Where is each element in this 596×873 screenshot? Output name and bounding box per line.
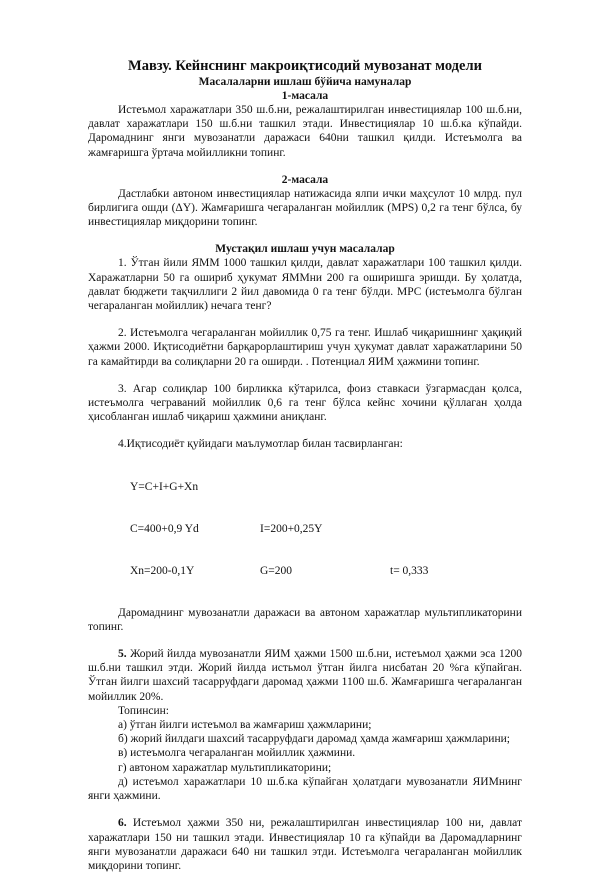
formula-government: G=200 <box>260 564 293 577</box>
formula-line-3 <box>130 564 522 578</box>
formula-tax-rate: t= 0,333 <box>390 564 429 577</box>
task5-item-d: д) истеъмол харажатлари 10 ш.б.ка кўпайган ҳолатдаги мувозанатли ЯИМнинг янги ҳажмини. <box>88 775 522 803</box>
task5-item-b: б) жорий йилдаги шахсий тасарруфдаги даромад ҳамда жамғариш ҳажмларини; <box>118 733 510 746</box>
formula-line-1: Y=C+I+G+Xn <box>130 480 199 493</box>
task1-text: Истеъмол харажатлари 350 ш.б.ни, режалаштирилган инвестициялар 100 ш.б.ни, давлат харажатлари 150 ш.б.ни ташкил этади. Инвестициялар 10 ш.б.ка кўпайди. Даромаднинг янги мувозанатли даражаси 640ни ташкил қилди. Истеъмолга ва жамғаришга ўртача мойилликни топинг. <box>88 104 522 159</box>
formula-investment: I=200+0,25Y <box>260 522 323 535</box>
task2-heading: 2-масала <box>281 173 329 186</box>
task5-item-a: а) ўтган йилги истеъмол ва жамғариш ҳажмларини; <box>118 719 372 732</box>
page-subtitle: Масалаларни ишлаш бўйича намуналар <box>198 76 412 88</box>
task5-item-g: г) автоном харажатлар мультипликаторини; <box>118 761 332 774</box>
task5-number: 5. <box>118 648 127 661</box>
independent-task-3: 3. Агар солиқлар 100 бирликка кўтарилса, фоиз ставкаси ўзгармасдан қолса, истеъмолга чеграваний мойиллик 0,6 га тенг бўлса кейнс хочини қўллаган ҳолда ҳисобланган ишлаб чиқариш ҳажмини аниқланг. <box>88 382 522 424</box>
independent-task-5 <box>88 647 522 704</box>
independent-task-4-intro: 4.Иқтисодиёт қуйидаги маълумотлар билан тасвирланган: <box>118 438 403 451</box>
task6-number: 6. <box>118 817 127 830</box>
page-title: Мавзу. Кейнснинг макроиқтисодий мувозанат модели <box>128 58 482 74</box>
task5-text: Жорий йилда мувозанатли ЯИМ ҳажми 1500 ш.б.ни, истеъмол ҳажми эса 1200 ш.б.ни ташкил этди. Жорий йилда истьмол ўтган йилга нисбатан 20 %га кўпайган. Ўтган йилги шахсий тасарруфдаги даромад ҳажми 1100 ш.б. Жамғаришга чегараланган мойиллик 20%. <box>88 648 522 703</box>
independent-task-4-text: Даромаднинг мувозанатли даражаси ва автоном харажатлар мультипликаторини топинг. <box>88 606 522 633</box>
independent-task-2: 2. Истеъмолга чегараланган мойиллик 0,75 га тенг. Ишлаб чиқаришнинг ҳақиқий ҳажми 2000. Иқтисодиётни барқарорлаштириш учун ҳукумат давлат харажатларини 50 га камайтирди ва солиқларни 20 га оширди. . Потенциал ЯИМ ҳажмини топинг. <box>88 327 522 368</box>
independent-heading: Мустақил ишлаш учун масалалар <box>215 243 395 256</box>
task6-text: Истеъмол ҳажми 350 ни, режалаштирилган инвестициялар 100 ни, давлат харажатлари 150 ни ташкил этади. Инвестициялар 10 га кўпайди ва Даромадларнинг янги мувозанатли даражаси 640 ни ташкил этди. Истеъмолга чегараланган мойиллик миқдорини топинг. <box>88 817 522 872</box>
independent-task-6 <box>88 816 522 873</box>
formula-line-2 <box>130 522 522 536</box>
task2-text: Дастлабки автоном инвестициялар натижасида ялпи ички маҳсулот 10 млрд. пул бирлигига ошди (ΔY). Жамғаришга чегараланган мойиллик (MPS) 0,2 га тенг бўлса, бу инвестициялар миқдорини топинг. <box>88 187 522 229</box>
formula-consumption: C=400+0,9 Yd <box>130 522 199 535</box>
task1-heading: 1-масала <box>281 90 329 102</box>
independent-task-1: 1. Ўтган йили ЯММ 1000 ташкил қилди, давлат харажатлари 100 ташкил қилди. Харажатларни 50 га ошириб ҳукумат ЯММни 200 га оширишга эришди. Бу ҳолатда, давлат бюджети тақчиллиги 2 йил давомида 0 га тенг бўлди. МРС (истеъмолга бўлган чегараланган мойиллик) нечага тенг? <box>88 257 522 313</box>
task5-find: Топинсин: <box>118 704 169 717</box>
task5-item-v: в) истеъмолга чегараланган мойиллик ҳажмини. <box>118 747 356 760</box>
formula-block <box>88 452 522 606</box>
formula-net-export: Xn=200-0,1Y <box>130 564 195 577</box>
task5-list <box>88 704 522 775</box>
